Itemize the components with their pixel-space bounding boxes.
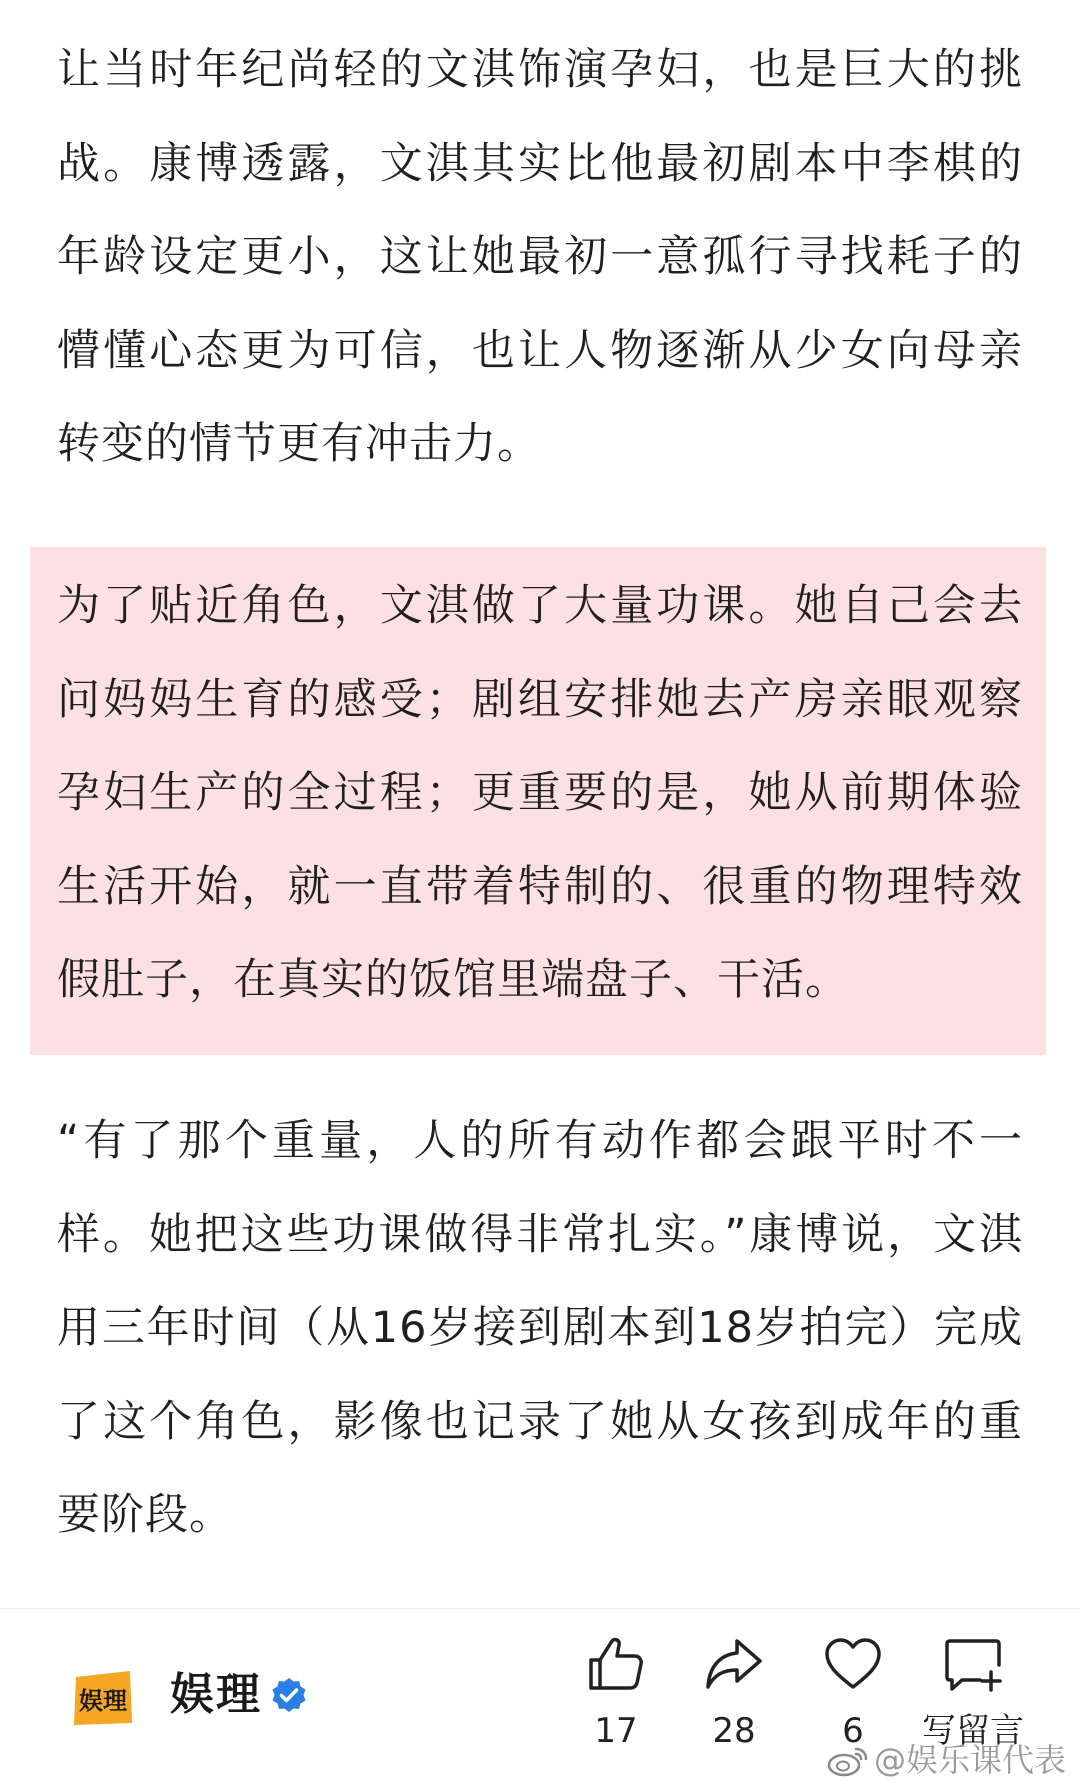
verified-badge-icon [270, 1676, 308, 1714]
watermark [826, 1740, 1066, 1780]
like-button[interactable] [551, 1633, 681, 1783]
favorite-count: 6 [842, 1711, 864, 1751]
author-avatar[interactable] [68, 1663, 138, 1733]
article-paragraph: “有了那个重量，人的所有动作都会跟平时不一样。她把这些功课做得非常扎实。”康博说，文淇用三年时间（从16岁接到剧本到18岁拍完）完成了这个角色，影像也记录了她从女孩到成年的重要阶段。 [57, 1116, 1023, 1540]
like-count: 17 [594, 1711, 638, 1751]
svg-text:娱理: 娱理 [79, 1687, 127, 1715]
article-paragraph-highlighted: 为了贴近角色，文淇做了大量功课。她自己会去问妈妈生育的感受；剧组安排她去产房亲眼观察孕妇生产的全过程；更重要的是，她从前期体验生活开始，就一直带着特制的、很重的物理特效假肚子，在真实的饭馆里端盘子、干活。 [57, 581, 1023, 1005]
article-paragraph: 让当时年纪尚轻的文淇饰演孕妇，也是巨大的挑战。康博透露，文淇其实比他最初剧本中李棋的年龄设定更小，这让她最初一意孤行寻找耗子的懵懂心态更为可信，也让人物逐渐从少女向母亲转变的情节更有冲击力。 [57, 45, 1023, 469]
write-comment-label: 写留言 [922, 1711, 1024, 1751]
comment-plus-icon [942, 1633, 1004, 1695]
yuli-logo-icon [68, 1663, 138, 1733]
heart-icon [822, 1633, 884, 1695]
share-count: 28 [712, 1711, 756, 1751]
thumbs-up-icon [585, 1633, 647, 1695]
author-name[interactable]: 娱理 [170, 1669, 262, 1720]
share-button[interactable] [669, 1633, 799, 1783]
share-arrow-icon [703, 1633, 765, 1695]
watermark-text: @娱乐课代表 [873, 1741, 1066, 1779]
article-footer-bar [0, 1609, 1080, 1786]
weibo-icon [826, 1743, 870, 1777]
